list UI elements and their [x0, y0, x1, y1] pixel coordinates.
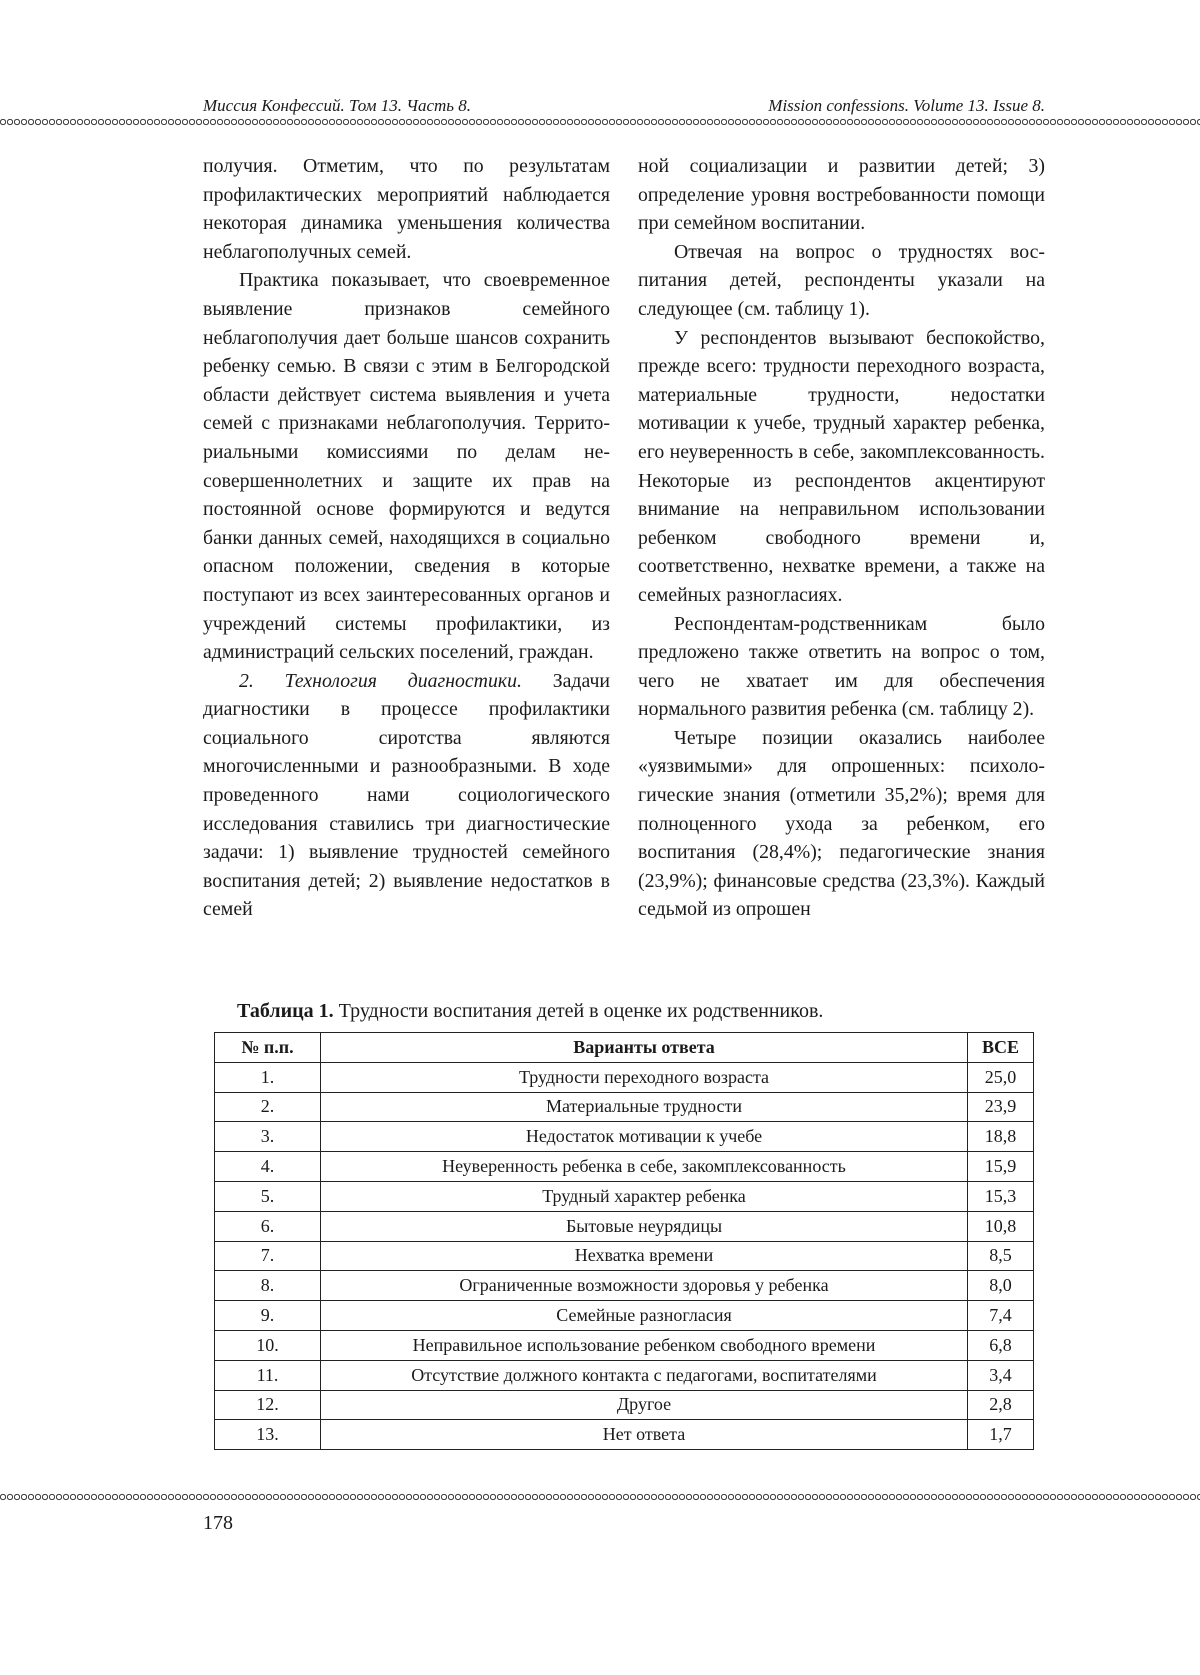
table-header-row	[215, 1033, 1034, 1063]
row-value-cell: 25,0	[968, 1062, 1034, 1092]
header-journal-en: Mission confessions. Volume 13. Issue 8.	[768, 96, 1045, 115]
table-caption-label: Таблица 1.	[237, 1000, 334, 1022]
row-number-cell: 8.	[215, 1271, 321, 1301]
header-number: № п.п.	[215, 1033, 321, 1063]
row-number-cell: 5.	[215, 1181, 321, 1211]
row-answer-cell: Отсутствие должного контакта с педагогами, воспитателями	[321, 1360, 968, 1390]
row-answer-cell: Трудности переходного возраста	[321, 1062, 968, 1092]
right-paragraph-4: Респондентам-родственникам было предложено также ответить на вопрос о том, чего не хватает им для обеспечения нормального развития ребенка (см. таблицу 2).	[638, 612, 1045, 721]
row-value-cell: 10,8	[968, 1211, 1034, 1241]
row-number-cell: 10.	[215, 1330, 321, 1360]
row-answer-cell: Неправильное использование ребенком свободного времени	[321, 1330, 968, 1360]
table-row	[215, 1092, 1034, 1122]
table-row	[215, 1122, 1034, 1152]
table-row	[215, 1211, 1034, 1241]
table-row	[215, 1301, 1034, 1331]
table-row	[215, 1181, 1034, 1211]
row-number-cell: 13.	[215, 1420, 321, 1450]
row-number-cell: 1.	[215, 1062, 321, 1092]
row-value-cell: 7,4	[968, 1301, 1034, 1331]
left-paragraph-3-text: Задачи диагностики в процессе профилактики социального сиротства являются многочисленными и разнообразными. В ходе проведенного нами социологического исследования ставились три диагностические задачи: 1) выявление трудностей семейного воспитания детей; 2) выявление недостатков в семей	[203, 669, 610, 921]
row-value-cell: 18,8	[968, 1122, 1034, 1152]
row-answer-cell: Другое	[321, 1390, 968, 1420]
row-value-cell: 8,0	[968, 1271, 1034, 1301]
difficulties-table	[214, 1032, 1034, 1450]
table-body	[215, 1062, 1034, 1449]
row-answer-cell: Ограниченные возможности здоровья у ребенка	[321, 1271, 968, 1301]
row-answer-cell: Недостаток мотивации к учебе	[321, 1122, 968, 1152]
right-paragraph-5: Четыре позиции оказались наиболее «уязвимыми» для опрошенных: психологические знания (отметили 35,2%); время для полноценного ухода за ребенком, его воспитания (28,4%); педагогические знания (23,9%); финансовые средства (23,3%). Каждый седьмой из опрошен	[638, 726, 1045, 921]
row-value-cell: 15,3	[968, 1181, 1034, 1211]
table-row	[215, 1390, 1034, 1420]
row-value-cell: 15,9	[968, 1152, 1034, 1182]
row-answer-cell: Нехватка времени	[321, 1241, 968, 1271]
table-caption	[237, 1000, 1037, 1023]
right-paragraph-1: ной социализации и развитии детей; 3) определение уровня востребованности помощи при семейном воспитании.	[638, 155, 1045, 235]
right-column	[638, 152, 1045, 924]
row-number-cell: 12.	[215, 1390, 321, 1420]
page-number: 178	[203, 1512, 233, 1534]
table-row	[215, 1062, 1034, 1092]
row-value-cell: 23,9	[968, 1092, 1034, 1122]
row-answer-cell: Семейные разногласия	[321, 1301, 968, 1331]
right-paragraph-3: У респондентов вызывают беспокойство, прежде всего: трудности переходного возраста, материальные трудности, недостатки мотивации к учебе, трудный характер ребенка, его неуверенность в себе, закомплексованность. Некоторые из респондентов акцентируют внимание на неправильном использовании ребенком свободного времени и, соответственно, нехватке времени, а также на семейных разногласиях.	[638, 326, 1045, 606]
section-heading-diagnostics: 2. Технология диагностики.	[239, 669, 522, 692]
left-paragraph-2: Практика показывает, что своевременное выявление признаков семейного неблагополучия дает больше шансов сохранить ребенку семью. В связи с этим в Белгородской области действует система выявления и учета семей с признаками неблагополучия. Территориальными комиссиями по делам несовершеннолетних и защите их прав на постоянной основе формируются и ведутся банки данных семей, находящихся в социально опасном положении, сведения в которые поступают из всех заинтересованных органов и учреждений системы профилактики, из администраций сельских поселений, граждан.	[203, 269, 610, 664]
row-answer-cell: Трудный характер ребенка	[321, 1181, 968, 1211]
table-row	[215, 1360, 1034, 1390]
bottom-ornament-divider	[0, 1491, 1200, 1503]
header-all: ВСЕ	[968, 1033, 1034, 1063]
table-row	[215, 1330, 1034, 1360]
row-value-cell: 8,5	[968, 1241, 1034, 1271]
row-number-cell: 6.	[215, 1211, 321, 1241]
table-caption-text: Трудности воспитания детей в оценке их родственников.	[333, 1000, 824, 1022]
left-paragraph-3	[203, 667, 610, 924]
row-number-cell: 9.	[215, 1301, 321, 1331]
header-journal-ru: Миссия Конфессий. Том 13. Часть 8.	[203, 96, 472, 115]
row-number-cell: 11.	[215, 1360, 321, 1390]
left-paragraph-1: получия. Отметим, что по результатам профилактических мероприятий наблюдается некоторая динамика уменьшения количества неблагополучных семей.	[203, 155, 610, 263]
row-answer-cell: Неуверенность ребенка в себе, закомплексованность	[321, 1152, 968, 1182]
row-number-cell: 3.	[215, 1122, 321, 1152]
table-row	[215, 1271, 1034, 1301]
row-answer-cell: Нет ответа	[321, 1420, 968, 1450]
row-number-cell: 2.	[215, 1092, 321, 1122]
row-number-cell: 7.	[215, 1241, 321, 1271]
header-answer: Варианты ответа	[321, 1033, 968, 1063]
table-row	[215, 1241, 1034, 1271]
row-value-cell: 1,7	[968, 1420, 1034, 1450]
row-value-cell: 6,8	[968, 1330, 1034, 1360]
body-columns	[203, 152, 1045, 924]
row-answer-cell: Бытовые неурядицы	[321, 1211, 968, 1241]
table-row	[215, 1152, 1034, 1182]
row-value-cell: 3,4	[968, 1360, 1034, 1390]
top-ornament-divider	[0, 116, 1200, 128]
table-row	[215, 1420, 1034, 1450]
running-header	[203, 96, 1045, 116]
row-number-cell: 4.	[215, 1152, 321, 1182]
left-column	[203, 152, 610, 924]
row-answer-cell: Материальные трудности	[321, 1092, 968, 1122]
right-paragraph-2: Отвечая на вопрос о трудностях воспитания детей, респонденты указали на следующее (см. таблицу 1).	[638, 240, 1045, 320]
row-value-cell: 2,8	[968, 1390, 1034, 1420]
